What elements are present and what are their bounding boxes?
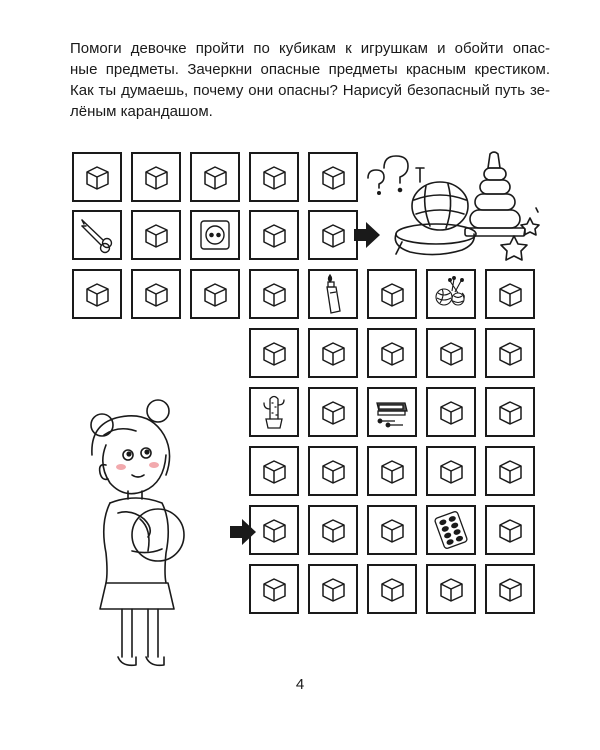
cube-tile[interactable]	[249, 446, 299, 496]
cube-tile[interactable]	[367, 564, 417, 614]
cube-icon	[310, 212, 356, 258]
cube-tile[interactable]	[426, 387, 476, 437]
socket-icon	[192, 212, 238, 258]
cube-tile[interactable]	[485, 564, 535, 614]
cube-icon	[428, 330, 474, 376]
cube-tile[interactable]	[308, 564, 358, 614]
cube-tile[interactable]	[308, 505, 358, 555]
cube-tile[interactable]	[485, 446, 535, 496]
cube-tile[interactable]	[308, 387, 358, 437]
cube-tile[interactable]	[131, 210, 181, 260]
cube-tile[interactable]	[426, 328, 476, 378]
cube-icon	[369, 448, 415, 494]
cube-tile[interactable]	[367, 328, 417, 378]
arrow-start-icon	[228, 518, 258, 546]
cube-tile[interactable]	[308, 446, 358, 496]
cube-tile[interactable]	[249, 210, 299, 260]
cube-icon	[251, 154, 297, 200]
cube-icon	[487, 566, 533, 612]
matches-tile[interactable]	[367, 387, 417, 437]
cube-icon	[310, 330, 356, 376]
cube-icon	[310, 154, 356, 200]
cube-icon	[251, 448, 297, 494]
cube-icon	[310, 448, 356, 494]
socket-tile[interactable]	[190, 210, 240, 260]
cube-icon	[192, 154, 238, 200]
instruction-line-3: Как ты думаешь, почему они опасны? Нарисуй безопасный путь зе-	[70, 82, 550, 99]
cube-tile[interactable]	[367, 505, 417, 555]
cube-icon	[74, 154, 120, 200]
cube-tile[interactable]	[249, 269, 299, 319]
cube-tile[interactable]	[131, 152, 181, 202]
cube-icon	[310, 389, 356, 435]
pills-icon	[428, 507, 474, 553]
cube-tile[interactable]	[308, 328, 358, 378]
cube-icon	[428, 566, 474, 612]
cube-tile[interactable]	[190, 269, 240, 319]
yarn-needles-icon	[428, 271, 474, 317]
cube-icon	[310, 566, 356, 612]
cube-tile[interactable]	[190, 152, 240, 202]
pills-tile[interactable]	[426, 505, 476, 555]
scissors-tile[interactable]	[72, 210, 122, 260]
cube-icon	[487, 507, 533, 553]
cube-tile[interactable]	[485, 387, 535, 437]
task-instructions	[70, 38, 550, 122]
cube-tile[interactable]	[249, 328, 299, 378]
cactus-icon	[251, 389, 297, 435]
cactus-tile[interactable]	[249, 387, 299, 437]
cube-icon	[428, 389, 474, 435]
cube-tile[interactable]	[367, 446, 417, 496]
cube-tile[interactable]	[72, 269, 122, 319]
cube-icon	[192, 271, 238, 317]
instruction-line-2: ные предметы. Зачеркни опасные предметы красным крестиком.	[70, 61, 550, 78]
cube-icon	[133, 154, 179, 200]
cube-tile[interactable]	[308, 152, 358, 202]
cube-icon	[487, 271, 533, 317]
girl-illustration	[62, 395, 212, 680]
cube-icon	[133, 271, 179, 317]
cube-icon	[251, 566, 297, 612]
cube-tile[interactable]	[308, 210, 358, 260]
cube-icon	[369, 271, 415, 317]
cube-icon	[487, 389, 533, 435]
cube-icon	[251, 330, 297, 376]
cube-icon	[369, 507, 415, 553]
cube-icon	[251, 212, 297, 258]
toys-illustration	[362, 148, 547, 263]
instruction-line-1: Помоги девочке пройти по кубикам к игрушкам и обойти опас-	[70, 40, 550, 57]
lighter-icon	[310, 271, 356, 317]
cube-icon	[74, 271, 120, 317]
cube-tile[interactable]	[249, 152, 299, 202]
instruction-line-4: лёным карандашом.	[70, 103, 213, 120]
cube-icon	[369, 330, 415, 376]
cube-tile[interactable]	[485, 269, 535, 319]
page-number: 4	[295, 676, 305, 693]
cube-tile[interactable]	[426, 564, 476, 614]
yarn-needles-tile[interactable]	[426, 269, 476, 319]
cube-tile[interactable]	[367, 269, 417, 319]
scissors-icon	[74, 212, 120, 258]
cube-tile[interactable]	[485, 328, 535, 378]
cube-icon	[251, 271, 297, 317]
cube-icon	[369, 566, 415, 612]
cube-icon	[310, 507, 356, 553]
cube-tile[interactable]	[485, 505, 535, 555]
cube-tile[interactable]	[249, 564, 299, 614]
cube-icon	[487, 448, 533, 494]
cube-tile[interactable]	[131, 269, 181, 319]
cube-icon	[487, 330, 533, 376]
cube-icon	[428, 448, 474, 494]
cube-tile[interactable]	[426, 446, 476, 496]
lighter-tile[interactable]	[308, 269, 358, 319]
matches-icon	[369, 389, 415, 435]
cube-icon	[133, 212, 179, 258]
cube-tile[interactable]	[72, 152, 122, 202]
